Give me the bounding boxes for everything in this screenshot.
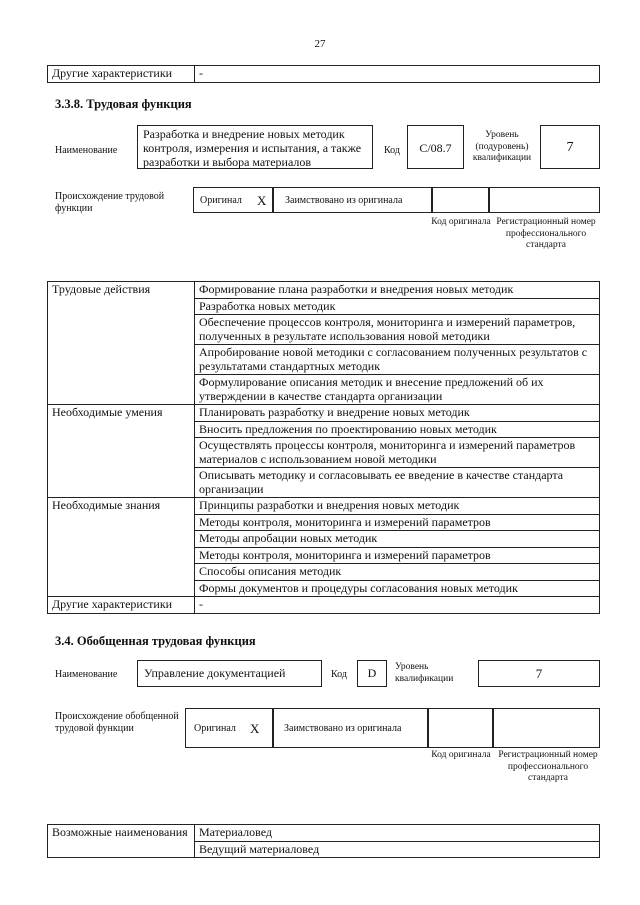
action-item: Формулирование описания методик и внесение предложений об их утверждении в качестве стандарта организации <box>195 375 600 405</box>
gtf-original-mark: X <box>250 721 260 736</box>
gtf-origin-label: Происхождение обобщенной трудовой функции <box>55 711 179 734</box>
original-mark: X <box>257 193 267 208</box>
level-label: Уровень (подуровень) квалификации <box>472 130 532 163</box>
code-original-caption: Код оригинала <box>431 217 491 227</box>
action-item: Обеспечение процессов контроля, мониторинга и измерений параметров, полученных в результате использования новой методики <box>195 315 600 345</box>
gtf-name-label: Наименование <box>55 669 118 680</box>
action-item: Апробирование новой методики с согласованием полученных результатов с результатами стандартных методик <box>195 345 600 375</box>
other-value: - <box>195 597 600 614</box>
knowledge-item: Методы контроля, мониторинга и измерений параметров <box>195 514 600 531</box>
action-item: Формирование плана разработки и внедрения новых методик <box>195 282 600 299</box>
level-value: 7 <box>540 125 600 169</box>
knowledge-item: Методы апробации новых методик <box>195 531 600 548</box>
skill-item: Вносить предложения по проектированию новых методик <box>195 421 600 438</box>
gtf-level-label: Уровень квалификации <box>395 662 454 684</box>
original-label: Оригинал <box>200 195 242 206</box>
section-title-3-4: 3.4. Обобщенная трудовая функция <box>55 634 256 648</box>
knowledge-item: Способы описания методик <box>195 564 600 581</box>
skills-label: Необходимые умения <box>48 405 195 422</box>
section-title-3-3-8: 3.3.8. Трудовая функция <box>55 97 192 111</box>
skill-item: Осуществлять процессы контроля, мониторинга и измерений параметров материалов с использованием новой методики <box>195 438 600 468</box>
position-item: Ведущий материаловед <box>195 841 600 858</box>
page-number: 27 <box>314 38 326 50</box>
position-item: Материаловед <box>195 825 600 842</box>
name-label: Наименование <box>55 145 118 156</box>
gtf-registration-caption: Регистрационный номер профессионального стандарта <box>498 750 598 783</box>
knowledge-label: Необходимые знания <box>48 498 195 515</box>
actions-label: Трудовые действия <box>48 282 195 299</box>
gtf-borrowed-cell <box>273 708 428 748</box>
knowledge-item: Принципы разработки и внедрения новых методик <box>195 498 600 515</box>
gtf-name-value: Управление документацией <box>144 666 286 680</box>
knowledge-item: Методы контроля, мониторинга и измерений параметров <box>195 547 600 564</box>
gtf-borrowed-label: Заимствовано из оригинала <box>284 723 402 734</box>
gtf-original-label: Оригинал <box>194 723 236 734</box>
other-characteristics-label: Другие характеристики <box>48 66 195 83</box>
origin-label: Происхождение трудовой функции <box>55 191 165 214</box>
registration-number-box <box>489 187 600 213</box>
knowledge-item: Формы документов и процедуры согласования новых методик <box>195 580 600 597</box>
skill-item: Планировать разработку и внедрение новых методик <box>195 405 600 422</box>
function-name-value: Разработка и внедрение новых методик контроля, измерения и испытания, а также разработки и выбора материалов <box>143 127 362 169</box>
gtf-registration-number-box <box>493 708 600 748</box>
gtf-name-box <box>137 660 322 687</box>
possible-names-label: Возможные наименования <box>48 825 195 858</box>
gtf-level-value: 7 <box>478 660 600 687</box>
registration-caption: Регистрационный номер профессионального стандарта <box>496 217 596 250</box>
gtf-code-label: Код <box>331 669 347 680</box>
other-characteristics-value: - <box>195 66 600 83</box>
borrowed-label: Заимствовано из оригинала <box>285 195 403 206</box>
function-name-box <box>137 125 373 169</box>
labor-function-table <box>47 281 600 614</box>
code-original-box <box>432 187 489 213</box>
gtf-original-cell <box>185 708 273 748</box>
gtf-code-original-box <box>428 708 493 748</box>
original-cell <box>193 187 273 213</box>
action-item: Разработка новых методик <box>195 298 600 315</box>
gtf-code-value: D <box>357 660 387 687</box>
borrowed-cell <box>273 187 432 213</box>
possible-names-table <box>47 824 600 858</box>
top-other-characteristics-table <box>47 65 600 83</box>
other-label: Другие характеристики <box>48 597 195 614</box>
code-value: С/08.7 <box>407 125 464 169</box>
skill-item: Описывать методику и согласовывать ее введение в качестве стандарта организации <box>195 468 600 498</box>
gtf-code-original-caption: Код оригинала <box>431 750 491 760</box>
code-label: Код <box>384 145 400 156</box>
